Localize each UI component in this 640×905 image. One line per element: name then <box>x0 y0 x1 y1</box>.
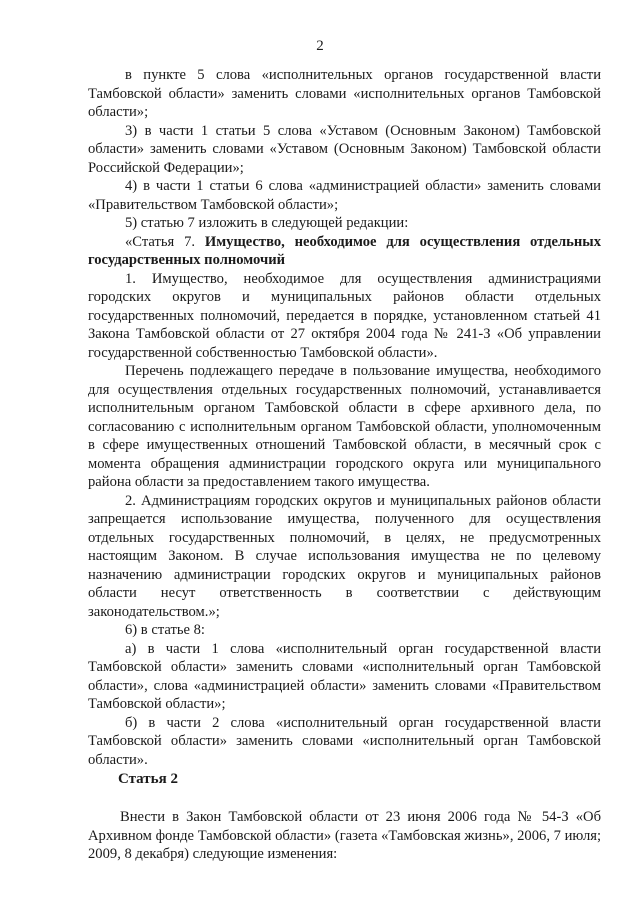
paragraph-item-6a: а) в части 1 слова «исполнительный орган государственной власти Тамбовской области» заменить словами «исполнительный орган Тамбовской области», слова «администрацией области» заменить словами «Правительством Тамбовской области»; <box>88 640 601 712</box>
paragraph-item-5-article7: 5) статью 7 изложить в следующей редакции: <box>125 215 409 231</box>
paragraph-item-6: 6) в статье 8: <box>125 622 205 638</box>
paragraph-item-4: 4) в части 1 статьи 6 слова «администрацией области» заменить словами «Правительством Тамбовской области»; <box>88 178 601 213</box>
article-2-body <box>88 808 601 864</box>
article-2-text: Внести в Закон Тамбовской области от 23 июня 2006 года № 54-З «Об Архивном фонде Тамбовской области» (газета «Тамбовская жизнь», 2006, 7 июля; 2009, 8 декабря) следующие изменения: <box>88 809 601 862</box>
article-7-prefix: «Статья 7. <box>125 233 205 250</box>
article-7-part-2: 2. Администрациям городских округов и муниципальных районов области запрещается использование имущества, полученного для осуществления отдельных государственных полномочий, в целях, не предусмотренных настоящим Законом. В случае использования имущества не по целевому назначению администрации городских округов и муниципальных районов области несут ответственность в соответствии с действующим законодательством.»; <box>88 492 601 620</box>
article-2-heading: Статья 2 <box>118 771 178 787</box>
paragraph-item-3: 3) в части 1 статьи 5 слова «Уставом (Основным Законом) Тамбовской области» заменить словами «Уставом (Основным Законом) Тамбовской области Российской Федерации»; <box>88 122 601 176</box>
paragraph-item-5: в пункте 5 слова «исполнительных органов государственной власти Тамбовской области» заменить словами «исполнительных органов Тамбовской области»; <box>88 67 601 120</box>
article-7-heading: Имущество, необходимое для осуществления отдельных государственных полномочий <box>88 233 601 268</box>
article-7-part-1-list: Перечень подлежащего передаче в пользование имущества, необходимого для осуществления отдельных государственных полномочий, устанавливается исполнительным органом Тамбовской области в сфере архивного дела, по согласованию с исполнительным органом Тамбовской области, уполномоченным в сфере имущественных отношений Тамбовской области, в месячный срок с момента обращения администрации городского округа или муниципального района области за предоставлением такого имущества. <box>88 363 601 490</box>
page-number: 2 <box>316 38 324 54</box>
paragraph-item-6b: б) в части 2 слова «исполнительный орган государственной власти Тамбовской области» заменить словами «исполнительный орган Тамбовской области». <box>88 714 601 768</box>
document-body <box>88 66 601 769</box>
article-7-title <box>88 233 601 270</box>
article-7-part-1: 1. Имущество, необходимое для осуществления администрациями городских округов и муниципальных районов области отдельных государственных полномочий, передается в порядке, установленном статьей 41 Закона Тамбовской области от 27 октября 2004 года № 241-З «Об управлении государственной собственностью Тамбовской области». <box>88 270 601 361</box>
